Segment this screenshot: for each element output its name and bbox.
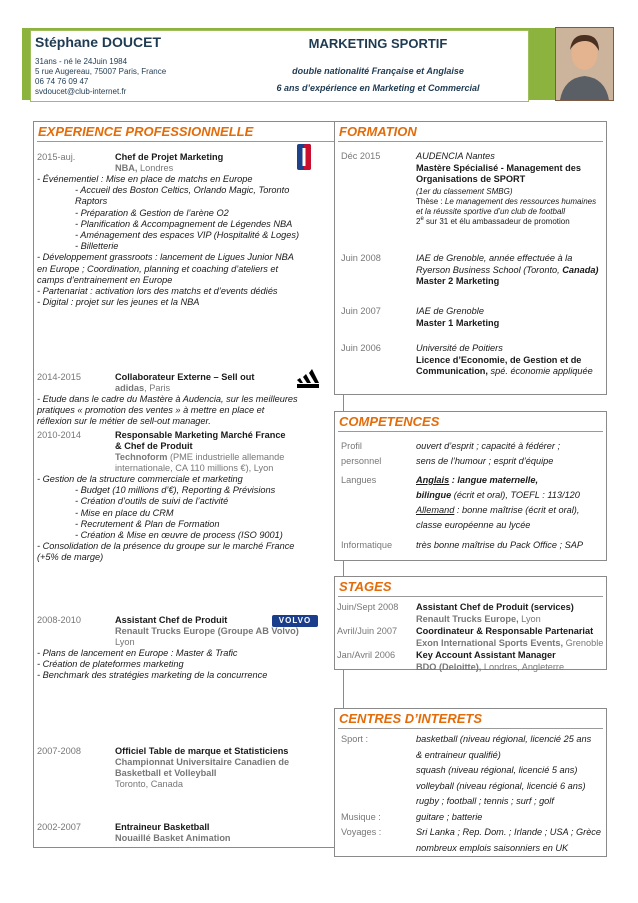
profile-photo — [555, 27, 614, 101]
interet-line: Sri Lanka ; Rep. Dom. ; Irlande ; USA ; Grèce — [416, 827, 602, 837]
formation-line — [416, 306, 484, 317]
formation-line — [416, 216, 570, 227]
experience-divider — [37, 141, 340, 142]
interets-heading: CENTRES D’INTERETS — [339, 711, 483, 726]
job-employer — [115, 452, 284, 463]
job-employer-segment: internationale, CA 110 millions €), Lyon — [115, 463, 274, 473]
formation-line-segment: 2 — [416, 216, 421, 226]
job-employer-segment: adidas — [115, 383, 145, 393]
stage-company-segment: BDO (Deloitte), — [416, 662, 482, 672]
stage-company-segment: Londres, Angleterre — [481, 662, 565, 672]
competence-label: Langues — [341, 475, 377, 485]
formation-line-segment: IAE de Grenoble — [416, 306, 484, 316]
stages-divider — [338, 596, 603, 597]
email-line: svdoucet@club-internet.fr — [35, 87, 127, 96]
age-line: 31ans - né le 24Juin 1984 — [35, 57, 128, 66]
job-title: Chef de Projet Marketing — [115, 152, 224, 162]
job-detail-line: camps d’entrainement en Europe — [37, 274, 173, 285]
job-employer-segment: Londres — [137, 163, 174, 173]
competence-line — [416, 520, 530, 531]
formation-line-segment: e — [420, 215, 424, 222]
job-employer-segment: Toronto, Canada — [115, 779, 183, 789]
job-detail-line: réflexion sur le métier de sell-out manager. — [37, 416, 211, 427]
formation-line-segment: Mastère Spécialisé - Management des — [416, 162, 581, 173]
job-employer — [115, 768, 216, 779]
job-employer — [115, 463, 273, 474]
job-employer-segment: Lyon — [115, 637, 135, 647]
stage-date: Juin/Sept 2008 — [337, 602, 399, 612]
interet-line: guitare ; batterie — [416, 812, 483, 822]
job-detail-line: - Etude dans le cadre du Mastère à Audencia, sur les meilleures — [37, 394, 298, 404]
job-detail-line: pratiques « promotion des ventes » à mettre en place et — [37, 405, 265, 416]
formation-line-segment: Master 2 Marketing — [416, 276, 500, 286]
formation-line-segment: AUDENCIA Nantes — [416, 151, 495, 161]
job-detail-line: - Accueil des Boston Celtics, Orlando Magic, Toronto — [75, 185, 290, 196]
job-title: Assistant Chef de Produit — [115, 615, 228, 625]
job-title: Responsable Marketing Marché France — [115, 430, 286, 440]
competence-line — [416, 475, 538, 486]
interet-label: Musique : — [341, 812, 381, 822]
candidate-name: Stéphane DOUCET — [35, 34, 162, 50]
job-detail-line: - Digital : projet sur les jeunes et la NBA — [37, 297, 200, 308]
job-employer — [115, 757, 289, 768]
competence-label: Informatique — [341, 540, 393, 550]
formation-divider — [338, 141, 603, 142]
phone-line: 06 74 76 09 47 — [35, 77, 89, 86]
competences-heading: COMPETENCES — [339, 414, 440, 429]
stage-date: Avril/Juin 2007 — [337, 626, 398, 636]
formation-line-segment: IAE de Grenoble, année effectuée à la — [416, 253, 573, 263]
job-detail-line: - Budget (10 millions d’€), Reporting & Prévisions — [75, 485, 276, 496]
job-detail-line: en Europe ; Coordination, planning et coaching d’ateliers et — [37, 263, 279, 274]
stage-company-segment: Renault Trucks Europe, — [416, 614, 519, 624]
competence-line-segment: Allemand — [416, 505, 455, 515]
job-employer — [115, 626, 299, 637]
job-employer-segment: Renault Trucks Europe (Groupe AB Volvo) — [115, 626, 299, 636]
experience-section — [33, 121, 344, 848]
competence-line — [416, 456, 553, 467]
job-employer-segment: Championnat Universitaire Canadien de — [115, 757, 290, 767]
interet-line: nombreux emplois saisonniers en UK — [416, 842, 569, 853]
job-detail-line: - Aménagement des espaces VIP (Hospitalité & Loges) — [75, 230, 300, 240]
stage-title: Key Account Assistant Manager — [416, 650, 556, 660]
job-employer — [115, 383, 170, 394]
job-title: & Chef de Produit — [115, 441, 193, 451]
competences-section — [334, 411, 607, 561]
job-employer-segment: NBA, — [115, 163, 138, 173]
competence-line-segment: (écrit et oral), TOEFL : 113/120 — [451, 490, 580, 500]
competences-divider — [338, 431, 603, 432]
formation-line-segment: sur 31 et élu ambassadeur de promotion — [423, 216, 570, 226]
formation-heading: FORMATION — [339, 124, 417, 139]
formation-date: Juin 2006 — [341, 343, 381, 353]
formation-section — [334, 121, 607, 395]
job-title: Entraineur Basketball — [115, 822, 210, 832]
stage-company — [416, 662, 564, 673]
job-detail-line: - Consolidation de la présence du groupe sur le marché France — [37, 541, 295, 552]
stage-date: Jan/Avril 2006 — [337, 650, 396, 660]
competence-line-segment: Anglais — [416, 475, 450, 485]
competence-label: Profil — [341, 441, 362, 451]
job-detail-line: - Création d’outils de suivi de l’activité — [75, 496, 229, 507]
experience-heading: EXPERIENCE PROFESSIONNELLE — [38, 124, 254, 139]
interet-label: Sport : — [341, 734, 369, 744]
job-date: 2015-auj. — [37, 152, 76, 162]
interet-label: Voyages : — [341, 827, 382, 837]
job-employer-segment: Nouaillé Basket Animation — [115, 833, 231, 843]
competence-line-segment: : bonne maîtrise (écrit et oral), — [454, 505, 580, 515]
formation-line-segment: Licence d’Economie, de Gestion et de — [416, 354, 582, 365]
formation-line-segment: et la réussite sportive d’un club de football — [416, 206, 565, 216]
formation-line-segment: Organisations de SPORT — [416, 174, 526, 184]
formation-line — [416, 355, 581, 366]
formation-line — [416, 276, 499, 287]
job-detail-line: - Billetterie — [75, 241, 119, 252]
stages-heading: STAGES — [339, 579, 392, 594]
formation-date: Juin 2007 — [341, 306, 381, 316]
volvo-logo: VOLVO — [272, 615, 318, 627]
competence-line — [416, 490, 580, 501]
stage-company-segment: Exon International Sports Events, — [416, 638, 564, 648]
job-employer-segment: (PME industrielle allemande — [167, 452, 285, 462]
stages-section — [334, 576, 607, 670]
job-date: 2014-2015 — [37, 372, 81, 382]
job-employer — [115, 163, 173, 174]
job-employer-segment: Basketball et Volleyball — [115, 768, 217, 778]
nba-logo — [297, 144, 311, 170]
job-date: 2010-2014 — [37, 430, 81, 440]
stage-company-segment: Grenoble — [563, 638, 604, 648]
formation-line-segment: Communication, — [416, 366, 491, 376]
formation-date: Déc 2015 — [341, 151, 381, 161]
interets-divider — [338, 728, 603, 729]
competence-label: personnel — [341, 456, 382, 466]
stage-company-segment: Lyon — [518, 614, 541, 624]
interet-line: & entraineur qualifié) — [416, 749, 501, 760]
tagline-experience: 6 ans d’expérience en Marketing et Commercial — [276, 83, 480, 93]
stage-company — [416, 614, 541, 625]
job-detail-line: - Plans de lancement en Europe : Master & Trafic — [37, 648, 238, 658]
job-title: MARKETING SPORTIF — [308, 36, 448, 51]
headline-box — [228, 30, 529, 102]
formation-line-segment: Ryerson Business School (Toronto, — [416, 264, 563, 275]
job-detail-line: - Préparation & Gestion de l’arène O2 — [75, 207, 229, 218]
job-detail-line: - Planification & Accompagnement de Légendes NBA — [75, 218, 293, 229]
address-line: 5 rue Augereau, 75007 Paris, France — [35, 67, 167, 76]
job-employer-segment: , Paris — [144, 383, 171, 393]
competence-line — [416, 441, 560, 452]
formation-line — [416, 366, 593, 377]
job-detail-line: - Mise en place du CRM — [75, 507, 174, 518]
job-detail-line: - Événementiel : Mise en place de matchs en Europe — [37, 174, 253, 184]
formation-line-segment: Master 1 Marketing — [416, 317, 500, 328]
job-detail-line: - Recrutement & Plan de Formation — [75, 518, 220, 529]
job-date: 2007-2008 — [37, 746, 81, 756]
job-detail-line: Raptors — [75, 196, 108, 207]
interet-line: basketball (niveau régional, licencié 25 ans — [416, 734, 592, 744]
formation-line — [416, 174, 525, 185]
job-employer-segment: Technoform — [115, 452, 168, 462]
job-title: Officiel Table de marque et Statisticiens — [115, 746, 289, 756]
job-title: Collaborateur Externe – Sell out — [115, 372, 255, 382]
competence-line — [416, 505, 579, 516]
stage-title: Coordinateur & Responsable Partenariat — [416, 626, 594, 636]
job-detail-line: (+5% de marge) — [37, 552, 104, 563]
job-detail-line: - Création de plateformes marketing — [37, 659, 184, 670]
person-silhouette-icon — [556, 28, 613, 100]
formation-line-segment: Canada) — [562, 264, 599, 275]
competence-line-segment: sens de l’humour ; esprit d’équipe — [416, 456, 554, 466]
competence-line-segment: : langue maternelle, — [449, 475, 539, 485]
identity-box — [30, 30, 230, 102]
job-employer — [115, 833, 231, 844]
competence-line-segment: classe européenne au lycée — [416, 520, 531, 530]
formation-line — [416, 151, 495, 162]
formation-line — [416, 163, 581, 174]
interet-line: rugby ; football ; tennis ; surf ; golf — [416, 796, 554, 806]
formation-line-segment: (1er du classement SMBG) — [416, 186, 513, 196]
formation-line — [416, 343, 503, 354]
job-employer — [115, 779, 183, 790]
formation-date: Juin 2008 — [341, 253, 381, 263]
formation-line-segment: spé. économie appliquée — [490, 366, 593, 376]
job-date: 2008-2010 — [37, 615, 81, 625]
interet-line: volleyball (niveau régional, licencié 6 ans) — [416, 780, 586, 791]
job-detail-line: - Développement grassroots : lancement de Ligues Junior NBA — [37, 252, 294, 263]
tagline-nationality: double nationalité Française et Anglaise — [292, 66, 464, 76]
stage-title: Assistant Chef de Produit (services) — [416, 602, 574, 612]
job-date: 2002-2007 — [37, 822, 81, 832]
formation-line — [416, 265, 598, 276]
job-detail-line: - Partenariat : activation lors des matchs et d’events dédiés — [37, 286, 278, 296]
formation-line — [416, 253, 572, 264]
formation-line-segment: Université de Poitiers — [416, 343, 503, 353]
stage-company — [416, 638, 603, 649]
formation-line-segment: Le management des ressources humaines — [444, 196, 597, 206]
competence-line — [416, 540, 583, 551]
competence-line-segment: bilingue — [416, 490, 452, 500]
job-detail-line: - Benchmark des stratégies marketing de la concurrence — [37, 670, 268, 681]
job-detail-line: - Création & Mise en œuvre de process (ISO 9001) — [75, 530, 283, 540]
formation-line-segment: Thèse : — [416, 196, 445, 206]
competence-line-segment: très bonne maîtrise du Pack Office ; SAP — [416, 540, 583, 550]
formation-line — [416, 318, 499, 329]
job-detail-line: - Gestion de la structure commerciale et marketing — [37, 474, 243, 484]
interets-section — [334, 708, 607, 857]
job-employer — [115, 637, 135, 648]
competence-line-segment: ouvert d’esprit ; capacité à fédérer ; — [416, 441, 561, 451]
interet-line: squash (niveau régional, licencié 5 ans) — [416, 765, 578, 775]
adidas-logo — [295, 367, 319, 389]
